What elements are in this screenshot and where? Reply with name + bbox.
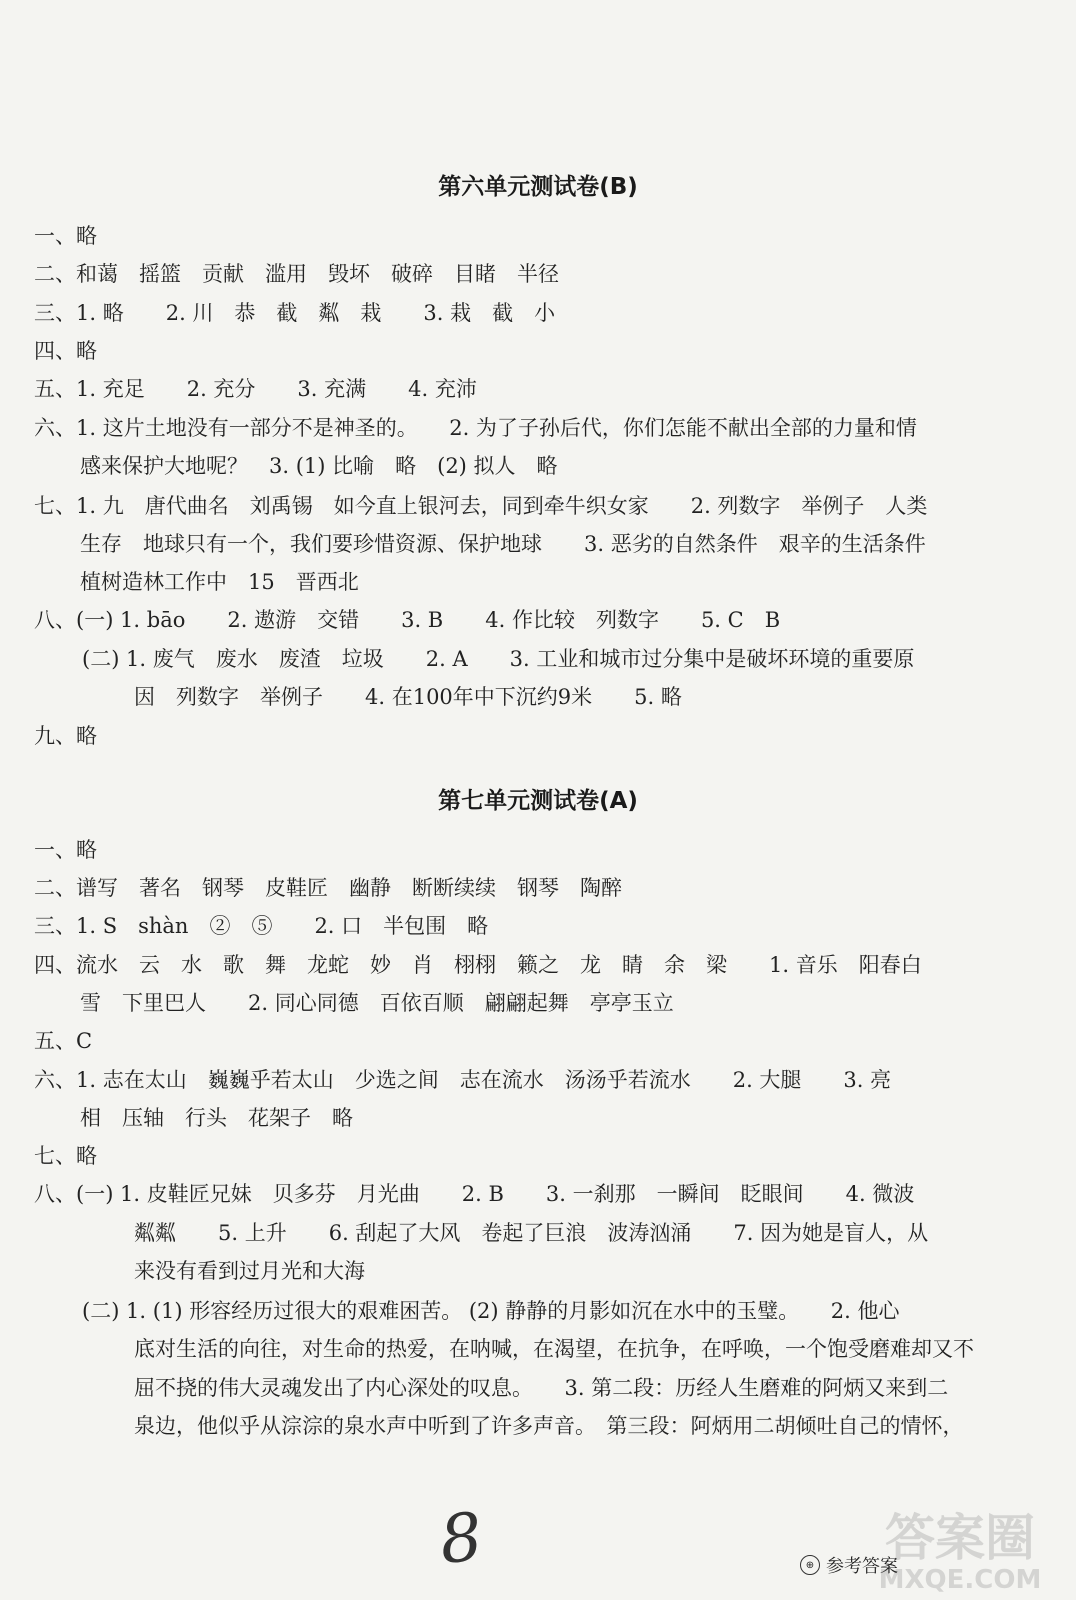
answer-icon: ⊕	[800, 1555, 820, 1575]
s6-line-3: 三、1. 略 2. 川 恭 截 粼 栽 3. 栽 截 小	[34, 301, 556, 325]
s7-line-10: 八、(一) 1. 皮鞋匠兄妹 贝多芬 月光曲 2. B 3. 一刹那 一瞬间 眨眼间 4. 微波	[34, 1182, 915, 1206]
s6-line-12: (二) 1. 废气 废水 废渣 垃圾 2. A 3. 工业和城市过分集中是破坏环境的重要原	[82, 647, 915, 671]
s6-line-4: 四、略	[34, 339, 97, 363]
s6-line-13: 因 列数字 举例子 4. 在100年中下沉约9米 5. 略	[134, 685, 682, 709]
s7-line-15: 屈不挠的伟大灵魂发出了内心深处的叹息。 3. 第二段：历经人生磨难的阿炳又来到二	[134, 1376, 949, 1400]
s7-line-14: 底对生活的向往，对生命的热爱，在呐喊，在渴望，在抗争，在呼唤，一个饱受磨难却又不	[134, 1337, 974, 1361]
watermark-line-2: MXQE.COM	[878, 1565, 1042, 1595]
footer-answer-text: 参考答案	[826, 1556, 898, 1577]
section-7-title: 第七单元测试卷(A)	[438, 788, 638, 814]
s7-line-11: 粼粼 5. 上升 6. 刮起了大风 卷起了巨浪 波涛汹涌 7. 因为她是盲人，从	[134, 1221, 929, 1245]
watermark-line-1: 答案圈	[885, 1509, 1035, 1567]
s7-line-3: 三、1. S shàn ② ⑤ 2. 口 半包围 略	[34, 914, 489, 938]
s7-line-16: 泉边，他似乎从淙淙的泉水声中听到了许多声音。 第三段：阿炳用二胡倾吐自己的情怀，	[134, 1414, 964, 1438]
s6-line-11: 八、(一) 1. bāo 2. 遨游 交错 3. B 4. 作比较 列数字 5. C B	[34, 608, 781, 632]
s6-line-5: 五、1. 充足 2. 充分 3. 充满 4. 充沛	[34, 377, 477, 401]
s7-line-13: (二) 1. (1) 形容经历过很大的艰难困苦。 (2) 静静的月影如沉在水中的玉璧。 2. 他心	[82, 1299, 900, 1323]
s7-line-9: 七、略	[34, 1144, 97, 1168]
s6-line-1: 一、略	[34, 224, 97, 248]
section-6-title: 第六单元测试卷(B)	[438, 174, 638, 200]
s7-line-8: 相 压轴 行头 花架子 略	[80, 1106, 353, 1130]
s6-line-7: 感来保护大地呢？ 3. (1) 比喻 略 (2) 拟人 略	[80, 454, 558, 478]
s6-line-2: 二、和蔼 摇篮 贡献 滥用 毁坏 破碎 目睹 半径	[34, 262, 559, 286]
s7-line-7: 六、1. 志在太山 巍巍乎若太山 少选之间 志在流水 汤汤乎若流水 2. 大腿 3. 亮	[34, 1068, 892, 1092]
s7-line-4: 四、流水 云 水 歌 舞 龙蛇 妙 肖 栩栩 籁之 龙 睛 余 梁 1. 音乐 阳春白	[34, 953, 922, 977]
s7-line-6: 五、C	[34, 1029, 93, 1053]
s7-line-1: 一、略	[34, 838, 97, 862]
s7-line-5: 雪 下里巴人 2. 同心同德 百依百顺 翩翩起舞 亭亭玉立	[80, 991, 674, 1015]
s7-line-2: 二、谱写 著名 钢琴 皮鞋匠 幽静 断断续续 钢琴 陶醉	[34, 876, 622, 900]
s6-line-10: 植树造林工作中 15 晋西北	[80, 570, 359, 594]
s6-line-14: 九、略	[34, 724, 97, 748]
s6-line-6: 六、1. 这片土地没有一部分不是神圣的。 2. 为了子孙后代，你们怎能不献出全部的力量和情	[34, 416, 917, 440]
s6-line-8: 七、1. 九 唐代曲名 刘禹锡 如今直上银河去，同到牵牛织女家 2. 列数字 举例子 人类	[34, 494, 928, 518]
handwritten-page-number: 8	[436, 1498, 486, 1579]
s6-line-9: 生存 地球只有一个，我们要珍惜资源、保护地球 3. 恶劣的自然条件 艰辛的生活条件	[80, 532, 926, 556]
watermark-logo	[855, 1500, 1065, 1595]
s7-line-12: 来没有看到过月光和大海	[134, 1259, 365, 1283]
